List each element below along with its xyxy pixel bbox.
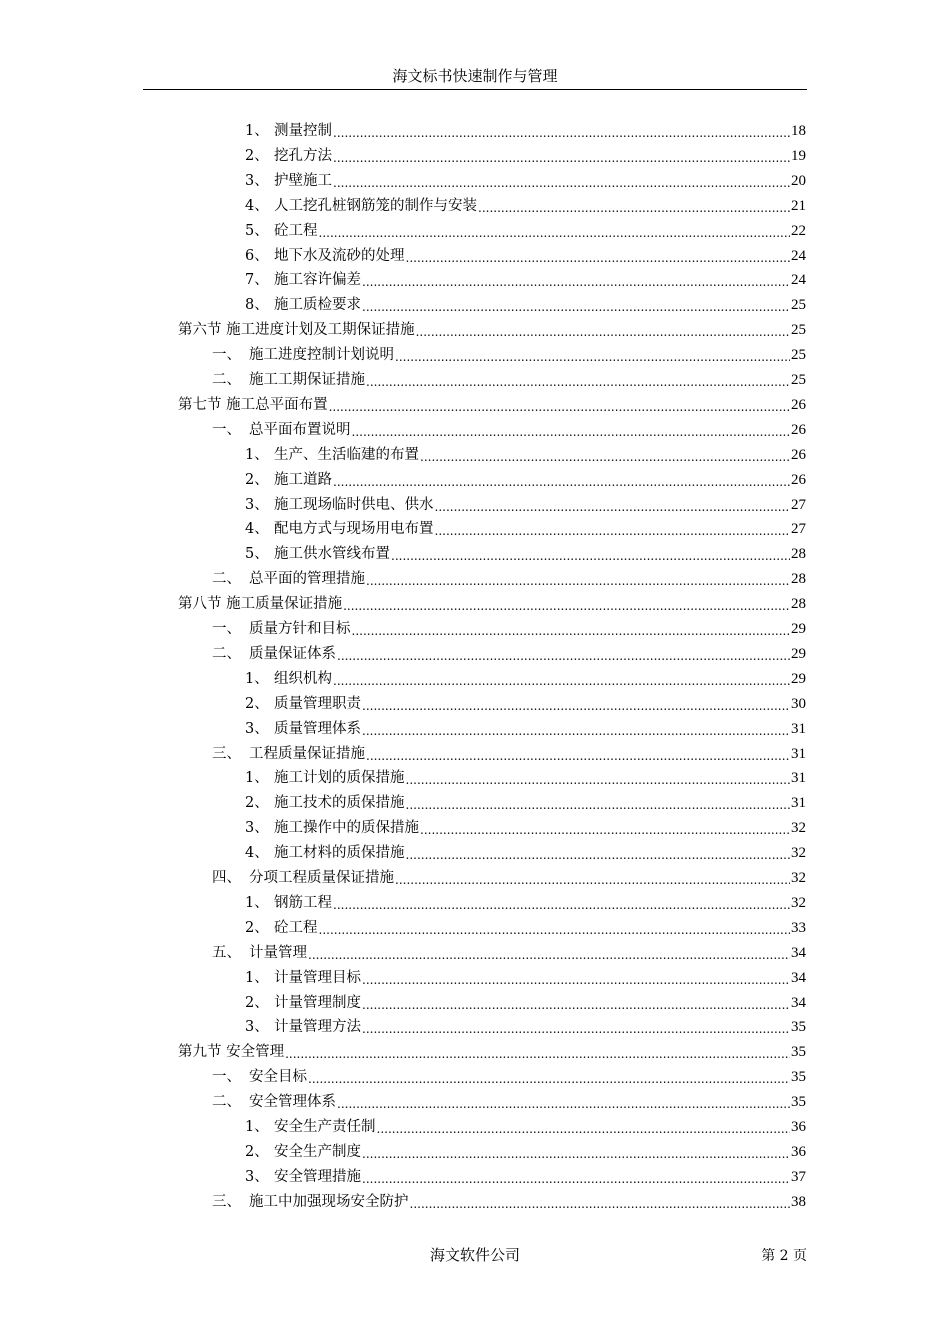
toc-entry[interactable] [245, 489, 806, 514]
toc-dot-leader [420, 446, 790, 464]
toc-entry-number: 1、 [245, 670, 269, 687]
toc-dot-leader [285, 1043, 790, 1061]
toc-dot-leader [435, 496, 791, 514]
toc-entry-page: 26 [791, 446, 806, 463]
toc-entry-text: 计量管理制度 [274, 994, 361, 1011]
toc-entry-text: 地下水及流砂的处理 [274, 247, 405, 264]
toc-entry[interactable] [245, 912, 806, 937]
toc-entry-page: 32 [791, 894, 806, 911]
toc-entry[interactable] [245, 190, 806, 215]
toc-entry-title [245, 271, 361, 289]
toc-entry[interactable] [245, 1161, 806, 1186]
toc-dot-leader [395, 346, 790, 364]
toc-entry-page: 28 [791, 596, 806, 613]
footer-page-number: 第 2 页 [761, 1248, 807, 1264]
toc-entry-number: 7、 [245, 272, 269, 289]
toc-dot-leader [366, 745, 790, 763]
toc-entry-page: 31 [791, 795, 806, 812]
toc-dot-leader [352, 620, 791, 638]
toc-entry[interactable] [245, 713, 806, 738]
toc-entry-page: 34 [791, 994, 806, 1011]
toc-entry-page: 29 [791, 645, 806, 662]
toc-entry[interactable] [245, 812, 806, 837]
toc-entry-number: 3、 [245, 496, 269, 513]
toc-dot-leader [362, 994, 790, 1012]
toc-dot-leader [410, 1193, 791, 1211]
toc-dot-leader [395, 869, 790, 887]
toc-entry[interactable] [212, 1086, 806, 1111]
toc-entry-number: 一、 [212, 621, 241, 637]
toc-entry-number: 2、 [245, 147, 269, 164]
toc-entry-title [212, 1093, 336, 1111]
toc-entry[interactable] [212, 1186, 806, 1211]
toc-entry-text: 计量管理目标 [274, 969, 361, 986]
toc-entry-number: 5、 [245, 546, 269, 563]
toc-entry-page: 32 [791, 845, 806, 862]
toc-entry-page: 34 [791, 969, 806, 986]
toc-entry-title [212, 745, 365, 763]
toc-entry-number: 8、 [245, 297, 269, 314]
toc-entry-number: 二、 [212, 571, 241, 588]
toc-entry-page: 31 [791, 770, 806, 787]
toc-entry-text: 砼工程 [274, 919, 318, 936]
toc-entry[interactable] [178, 1036, 806, 1061]
toc-entry-page: 21 [791, 197, 806, 214]
toc-entry[interactable] [245, 762, 806, 787]
footer-company: 海文软件公司 [429, 1246, 520, 1264]
toc-entry-title [212, 371, 365, 389]
toc-entry-page: 25 [791, 372, 806, 388]
toc-entry-page: 24 [791, 247, 806, 264]
toc-entry-number: 三、 [212, 1193, 241, 1210]
toc-entry-page: 37 [791, 1168, 806, 1185]
toc-entry-text: 施工质检要求 [274, 297, 361, 314]
toc-entry-page: 26 [791, 396, 806, 413]
toc-entry-text: 测量控制 [274, 123, 332, 139]
toc-entry-title [212, 570, 365, 588]
toc-entry-page: 25 [791, 322, 806, 339]
toc-dot-leader [329, 396, 790, 414]
toc-entry-title [245, 197, 477, 215]
toc-entry-page: 27 [791, 496, 806, 513]
toc-entry-page: 35 [791, 1069, 806, 1086]
toc-entry-page: 36 [791, 1143, 806, 1160]
toc-entry-page: 29 [791, 670, 806, 687]
toc-entry-number: 2、 [245, 919, 269, 936]
toc-entry-text: 安全生产制度 [274, 1143, 361, 1160]
toc-entry-text: 第八节 施工质量保证措施 [178, 596, 343, 613]
toc-entry[interactable] [245, 1111, 806, 1136]
toc-dot-leader [333, 122, 790, 140]
toc-entry-number: 2、 [245, 695, 269, 712]
toc-entry[interactable] [212, 364, 806, 389]
toc-entry[interactable] [212, 862, 806, 887]
toc-dot-leader [406, 769, 791, 787]
toc-entry-page: 35 [791, 1044, 806, 1061]
header-title: 海文标书快速制作与管理 [392, 67, 558, 85]
toc-dot-leader [377, 1118, 791, 1136]
toc-entry-title [212, 1068, 307, 1086]
toc-entry[interactable] [245, 215, 806, 240]
toc-entry-title [178, 1043, 284, 1061]
toc-entry[interactable] [245, 663, 806, 688]
toc-entry-page: 22 [791, 222, 806, 239]
toc-entry-number: 3、 [245, 1168, 269, 1185]
toc-entry-title [212, 421, 351, 439]
toc-entry-title [245, 769, 405, 787]
toc-entry[interactable] [212, 613, 806, 638]
toc-entry-text: 施工现场临时供电、供水 [274, 496, 434, 513]
toc-entry-text: 组织机构 [274, 670, 332, 687]
toc-entry-page: 31 [791, 745, 806, 762]
toc-dot-leader [308, 1068, 790, 1086]
toc-entry-title [245, 819, 419, 837]
toc-entry[interactable] [245, 538, 806, 563]
toc-entry[interactable] [178, 389, 806, 414]
toc-entry-page: 38 [791, 1193, 806, 1210]
toc-entry-text: 安全管理体系 [249, 1094, 336, 1111]
toc-entry[interactable] [245, 887, 806, 912]
toc-entry-text: 分项工程质量保证措施 [249, 870, 394, 886]
toc-entry-title [245, 1143, 361, 1161]
toc-dot-leader [333, 894, 790, 912]
toc-entry-page: 24 [791, 272, 806, 289]
toc-dot-leader [362, 296, 790, 314]
toc-entry[interactable] [212, 563, 806, 588]
toc-entry-text: 计量管理 [249, 944, 307, 961]
toc-entry-title [245, 919, 318, 937]
toc-dot-leader [362, 720, 790, 738]
toc-dot-leader [366, 371, 790, 389]
toc-entry-title [245, 720, 361, 738]
toc-entry[interactable] [245, 140, 806, 165]
toc-entry-page: 36 [791, 1119, 806, 1135]
toc-entry-number: 1、 [245, 446, 269, 463]
toc-entry-title [245, 520, 434, 538]
toc-entry-text: 施工工期保证措施 [249, 372, 365, 388]
toc-entry-page: 32 [791, 820, 806, 837]
toc-entry[interactable] [245, 289, 806, 314]
toc-entry-number: 4、 [245, 845, 269, 862]
toc-entry-text: 施工道路 [274, 471, 332, 488]
toc-entry-text: 砼工程 [274, 222, 318, 239]
toc-entry[interactable] [245, 837, 806, 862]
toc-entry-text: 配电方式与现场用电布置 [274, 521, 434, 538]
toc-entry[interactable] [212, 937, 806, 962]
toc-entry-number: 3、 [245, 720, 269, 737]
toc-entry-number: 3、 [245, 1019, 269, 1036]
toc-entry-number: 1、 [245, 1119, 269, 1135]
toc-entry-page: 25 [791, 297, 806, 314]
toc-entry-number: 2、 [245, 471, 269, 488]
toc-entry[interactable] [245, 1136, 806, 1161]
toc-entry[interactable] [245, 264, 806, 289]
toc-entry-text: 第六节 施工进度计划及工期保证措施 [178, 322, 415, 339]
toc-entry-text: 施工进度控制计划说明 [249, 347, 394, 364]
toc-entry-text: 安全生产责任制 [274, 1119, 376, 1135]
toc-entry[interactable] [245, 115, 806, 140]
toc-entry-title [245, 1168, 361, 1186]
toc-entry[interactable] [212, 414, 806, 439]
toc-dot-leader [362, 695, 790, 713]
toc-entry[interactable] [245, 513, 806, 538]
toc-entry-page: 35 [791, 1094, 806, 1111]
toc-dot-leader [343, 595, 790, 613]
toc-entry[interactable] [245, 240, 806, 265]
toc-entry-page: 32 [791, 870, 806, 886]
toc-entry-title [245, 1018, 361, 1036]
toc-entry[interactable] [245, 987, 806, 1012]
toc-entry-title [245, 695, 361, 713]
toc-entry-text: 施工供水管线布置 [274, 546, 390, 563]
toc-entry-title [178, 396, 328, 414]
toc-entry-page: 28 [791, 571, 806, 588]
toc-entry-title [245, 496, 434, 514]
toc-entry-page: 19 [791, 147, 806, 164]
toc-entry-text: 质量方针和目标 [249, 621, 351, 637]
page-header [143, 64, 807, 90]
toc-entry-text: 施工材料的质保措施 [274, 845, 405, 862]
toc-dot-leader [406, 844, 791, 862]
toc-entry-number: 二、 [212, 645, 241, 662]
toc-dot-leader [352, 421, 791, 439]
toc-dot-leader [333, 471, 790, 489]
toc-dot-leader [362, 1143, 790, 1161]
toc-entry-title [245, 222, 318, 240]
toc-entry-text: 施工容许偏差 [274, 272, 361, 289]
toc-dot-leader [391, 545, 790, 563]
toc-entry-text: 安全管理措施 [274, 1168, 361, 1185]
toc-entry[interactable] [245, 787, 806, 812]
toc-entry-text: 总平面布置说明 [249, 421, 351, 438]
toc-entry-title [245, 446, 419, 464]
toc-entry[interactable] [245, 464, 806, 489]
toc-entry[interactable] [245, 439, 806, 464]
toc-entry-title [245, 969, 361, 987]
toc-entry-number: 一、 [212, 1069, 241, 1086]
toc-entry-title [245, 794, 405, 812]
toc-entry-number: 1、 [245, 770, 269, 787]
toc-entry-page: 29 [791, 621, 806, 637]
toc-entry-number: 2、 [245, 994, 269, 1011]
toc-entry-page: 18 [791, 123, 806, 139]
toc-entry-number: 一、 [212, 347, 241, 364]
toc-entry-title [178, 321, 415, 339]
toc-entry-title [212, 645, 336, 663]
toc-entry-number: 3、 [245, 820, 269, 837]
toc-dot-leader [337, 1093, 790, 1111]
toc-entry-title [245, 122, 332, 140]
toc-entry-number: 6、 [245, 247, 269, 264]
toc-entry-text: 施工操作中的质保措施 [274, 820, 419, 837]
toc-entry-page: 28 [791, 546, 806, 563]
toc-entry-title [212, 1193, 409, 1211]
toc-entry-title [245, 296, 361, 314]
toc-entry-page: 25 [791, 347, 806, 364]
toc-entry[interactable] [245, 165, 806, 190]
toc-entry-title [245, 471, 332, 489]
toc-entry-page: 33 [791, 919, 806, 936]
toc-entry-text: 施工中加强现场安全防护 [249, 1193, 409, 1210]
toc-dot-leader [362, 969, 790, 987]
toc-dot-leader [362, 1018, 790, 1036]
toc-entry-number: 5、 [245, 222, 269, 239]
toc-entry-page: 31 [791, 720, 806, 737]
toc-entry-text: 质量保证体系 [249, 645, 336, 662]
toc-dot-leader [308, 944, 790, 962]
toc-dot-leader [362, 271, 790, 289]
toc-entry-number: 四、 [212, 870, 241, 886]
toc-entry[interactable] [212, 738, 806, 763]
toc-entry-text: 施工计划的质保措施 [274, 770, 405, 787]
toc-entry-text: 第九节 安全管理 [178, 1044, 285, 1061]
toc-dot-leader [366, 570, 790, 588]
toc-dot-leader [333, 147, 790, 165]
toc-entry-text: 施工技术的质保措施 [274, 795, 405, 812]
toc-entry-number: 1、 [245, 123, 269, 139]
toc-entry-text: 人工挖孔桩钢筋笼的制作与安装 [274, 197, 477, 214]
toc-entry-page: 26 [791, 421, 806, 438]
toc-entry[interactable] [245, 1011, 806, 1036]
toc-entry[interactable] [212, 638, 806, 663]
toc-entry-number: 五、 [212, 944, 241, 961]
toc-entry-page: 30 [791, 695, 806, 712]
toc-entry-title [212, 346, 394, 364]
toc-entry-title [245, 670, 332, 688]
toc-entry-text: 安全目标 [249, 1069, 307, 1086]
toc-dot-leader [319, 919, 791, 937]
toc-entry-title [245, 894, 332, 912]
toc-entry-title [212, 944, 307, 962]
toc-dot-leader [416, 321, 790, 339]
toc-entry-number: 2、 [245, 1143, 269, 1160]
toc-entry-page: 26 [791, 471, 806, 488]
toc-entry-page: 27 [791, 521, 806, 538]
toc-entry-text: 护壁施工 [274, 172, 332, 189]
toc-entry-title [245, 172, 332, 190]
toc-dot-leader [333, 670, 790, 688]
toc-entry-text: 生产、生活临建的布置 [274, 446, 419, 463]
toc-entry-title [245, 545, 390, 563]
toc-dot-leader [420, 819, 790, 837]
toc-entry[interactable] [212, 1061, 806, 1086]
toc-entry[interactable] [178, 588, 806, 613]
toc-entry-title [245, 247, 405, 265]
toc-dot-leader [337, 645, 790, 663]
toc-entry-number: 2、 [245, 795, 269, 812]
toc-entry-number: 二、 [212, 1094, 241, 1111]
toc-entry[interactable] [245, 962, 806, 987]
toc-entry-text: 工程质量保证措施 [249, 745, 365, 762]
toc-entry-number: 一、 [212, 421, 241, 438]
toc-entry-title [245, 994, 361, 1012]
toc-dot-leader [333, 172, 790, 190]
toc-entry-title [212, 869, 394, 887]
toc-entry-number: 1、 [245, 969, 269, 986]
toc-entry[interactable] [212, 339, 806, 364]
toc-entry-title [245, 147, 332, 165]
toc-entry-text: 质量管理职责 [274, 695, 361, 712]
toc-entry[interactable] [245, 688, 806, 713]
toc-dot-leader [478, 197, 790, 215]
toc-entry-text: 质量管理体系 [274, 720, 361, 737]
toc-entry-page: 35 [791, 1019, 806, 1036]
toc-entry-text: 总平面的管理措施 [249, 571, 365, 588]
toc-dot-leader [406, 794, 791, 812]
toc-entry-title [245, 1118, 376, 1136]
toc-entry-title [245, 844, 405, 862]
toc-entry-title [212, 620, 351, 638]
toc-entry-text: 计量管理方法 [274, 1019, 361, 1036]
toc-entry-title [178, 595, 342, 613]
toc-dot-leader [435, 520, 791, 538]
toc-dot-leader [362, 1168, 790, 1186]
toc-entry-text: 挖孔方法 [274, 147, 332, 164]
toc-entry-number: 4、 [245, 521, 269, 538]
toc-dot-leader [319, 222, 791, 240]
toc-dot-leader [406, 247, 791, 265]
toc-entry-page: 34 [791, 944, 806, 961]
toc-entry-number: 三、 [212, 745, 241, 762]
toc-entry-text: 第七节 施工总平面布置 [178, 396, 328, 413]
toc-entry-text: 钢筋工程 [274, 894, 332, 911]
toc-entry-number: 4、 [245, 197, 269, 214]
toc-entry[interactable] [178, 314, 806, 339]
toc-entry-page: 20 [791, 172, 806, 189]
toc-entry-number: 3、 [245, 172, 269, 189]
toc-entry-number: 二、 [212, 372, 241, 388]
toc-entry-number: 1、 [245, 894, 269, 911]
